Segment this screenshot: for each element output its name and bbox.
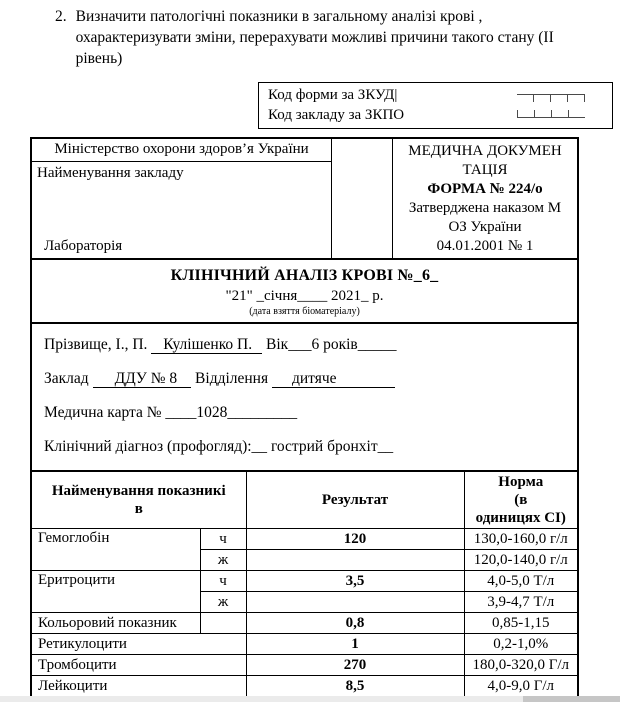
age-tail: _____ [357,336,397,353]
card-value: ____1028_________ [165,404,298,421]
facility-line [44,368,565,390]
col-header-name-line1: Найменування показникі [51,483,226,499]
patient-section [32,322,577,470]
department-label: Відділення [195,370,269,387]
task-line-3: рівень) [75,50,123,67]
col-header-result: Результат [246,471,464,529]
table-row [32,655,577,676]
norm-cell: 130,0-160,0 г/л [464,529,577,550]
doc-type-line-1: МЕДИЧНА ДОКУМЕН [408,143,562,159]
result-cell [246,550,464,571]
header-left-cell [32,139,332,258]
form-code-cells-icon [517,90,585,102]
indicator-name: Гемоглобін [32,529,200,571]
department-value: дитяче [272,370,395,388]
horizontal-scrollbar[interactable] [0,696,620,702]
task-line-1: Визначити патологічні показники в загальному аналізі крові , [75,8,483,25]
title-section [32,258,577,322]
document-title: КЛІНІЧНИЙ АНАЛІЗ КРОВІ №_6_ [170,267,439,284]
sex-cell: ж [200,550,246,571]
norm-cell: 180,0-320,0 Г/л [464,655,577,676]
age-value: 6 років [311,336,358,353]
approved-line-1: Затверджена наказом М [408,200,562,216]
form-number: ФОРМА № 224/о [427,181,543,197]
diagnosis-label: Клінічний діагноз (профогляд):__ [44,438,268,455]
doc-type-line-2: ТАЦІЯ [462,162,508,178]
col-header-norm [464,471,577,529]
diagnosis-line [44,436,565,458]
result-cell: 0,8 [246,613,464,634]
sex-cell: ч [200,571,246,592]
date-caption: (дата взяття біоматеріалу) [249,306,360,317]
indicator-name: Ретикулоцити [32,634,246,655]
header-left-spacer [32,184,331,238]
facility-code-row [268,106,603,125]
facility-label: Заклад [44,370,89,387]
form-code-row [268,86,603,105]
card-label: Медична карта № [44,404,162,421]
form-code-label: Код форми за ЗКУД| [268,87,398,104]
task-text [76,6,554,69]
indicator-name: Еритроцити [32,571,200,613]
result-cell: 1 [246,634,464,655]
result-cell [246,592,464,613]
table-row [32,676,577,697]
indicator-name: Кольоровий показник [32,613,200,634]
norm-cell: 0,2-1,0% [464,634,577,655]
norm-cell: 120,0-140,0 г/л [464,550,577,571]
ministry-label: Міністерство охорони здоров’я України [32,139,331,162]
task-number: 2. [55,8,67,25]
col-header-norm-line1: Норма [498,474,544,490]
patient-name-line [44,334,565,356]
surname-value: Кулішенко П. [151,336,262,354]
table-row [32,529,577,550]
norm-cell: 4,0-9,0 Г/л [464,676,577,697]
results-table [32,470,577,697]
sex-cell: ч [200,529,246,550]
col-header-norm-line2: (в [514,492,528,508]
result-cell: 3,5 [246,571,464,592]
facility-value: ДДУ № 8 [93,370,192,388]
code-box [258,82,613,129]
sex-cell: ж [200,592,246,613]
result-cell: 270 [246,655,464,676]
indicator-name: Тромбоцити [32,655,246,676]
task-line-2: охарактеризувати зміни, перерахувати можливі причини такого стану (ІІ [75,29,554,46]
document-header [32,139,577,258]
surname-label: Прізвище, І., П. [44,336,148,353]
document-date: "21" _січня____ 2021_ р. [225,288,384,304]
norm-cell: 3,9-4,7 Т/л [464,592,577,613]
indicator-name: Лейкоцити [32,676,246,697]
result-cell: 120 [246,529,464,550]
col-header-name [32,471,246,529]
result-cell: 8,5 [246,676,464,697]
sex-cell [200,613,246,634]
diagnosis-value: гострий бронхіт [270,438,378,455]
col-header-norm-line3: одиницях СІ) [475,510,566,526]
table-row [32,634,577,655]
norm-cell: 0,85-1,15 [464,613,577,634]
results-header-row [32,471,577,529]
task-item [55,6,595,69]
laboratory-label: Лабораторія [44,238,123,254]
diagnosis-tail: __ [377,438,394,455]
approved-line-3: 04.01.2001 № 1 [436,238,534,254]
facility-code-label: Код закладу за ЗКПО [268,106,405,123]
norm-cell: 4,0-5,0 Т/л [464,571,577,592]
table-row [32,613,577,634]
header-middle-cell [332,139,393,258]
facility-code-cells-icon [517,110,585,120]
table-row [32,571,577,592]
age-label: Вік___ [266,336,312,353]
scrollbar-thumb[interactable] [523,696,620,702]
document-frame [30,137,579,699]
card-line [44,402,565,424]
facility-name-label: Найменування закладу [37,165,184,181]
col-header-name-line2: в [134,501,143,517]
approved-line-2: ОЗ України [448,219,522,235]
header-right-cell [393,139,577,258]
